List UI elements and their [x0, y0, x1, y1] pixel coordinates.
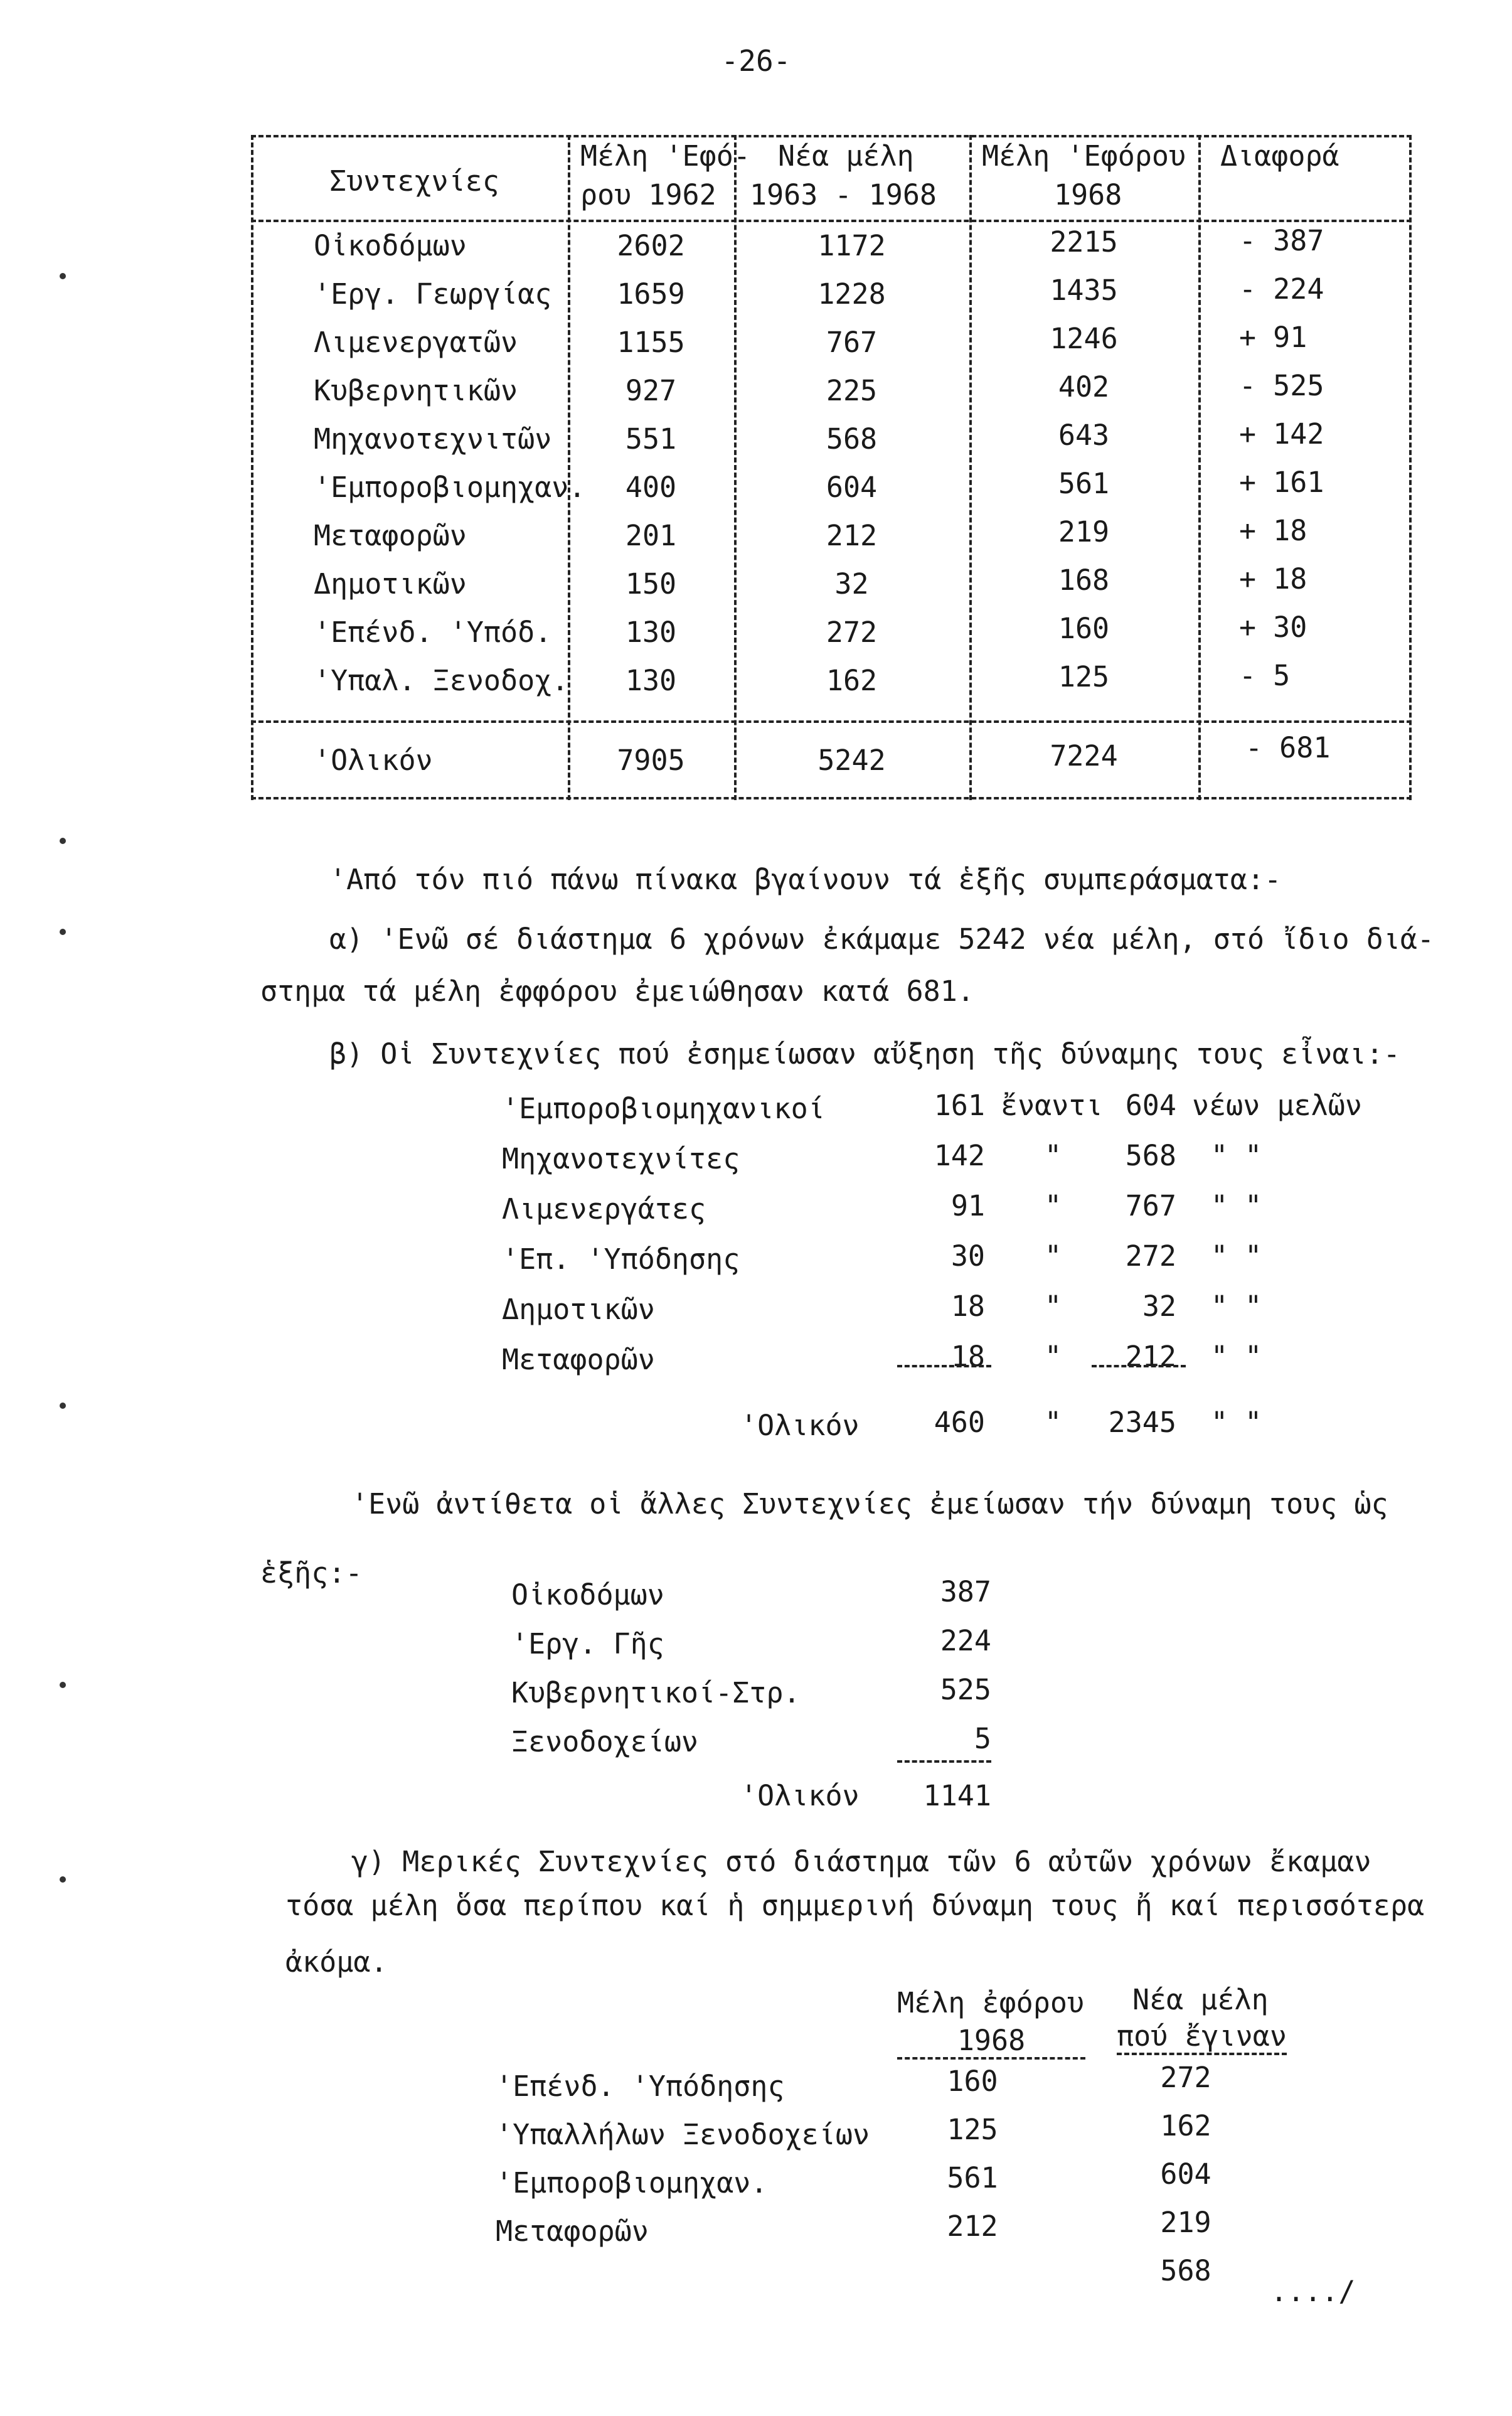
table-row-new-members: 604: [826, 471, 878, 504]
table-row-name: 'Υπαλ. Ξενοδοχ.: [314, 664, 569, 697]
final-row-new: 272: [1160, 2061, 1211, 2094]
table-right-border: [1409, 135, 1412, 800]
final-header-new-line1: Νέα μέλη: [1132, 1983, 1269, 2016]
decrease-row-value: 224: [940, 1624, 991, 1657]
table-row-name: Μηχανοτεχνιτῶν: [314, 422, 552, 456]
table-row-members-1962: 130: [625, 664, 677, 697]
increase-row-word: ": [1045, 1290, 1062, 1323]
increase-row-suffix: " ": [1211, 1189, 1262, 1222]
table-row-members-1968: 561: [1058, 467, 1110, 500]
continuation-mark: ..../: [1270, 2275, 1356, 2308]
decrease-total-value: 1141: [923, 1779, 991, 1812]
final-row-new: 568: [1160, 2254, 1211, 2287]
paragraph-a-line2: στημα τά μέλη ἐφφόρου ἐμειώθησαν κατά 681.: [260, 975, 974, 1008]
final-row-members: 561: [947, 2161, 998, 2194]
table-total-divider: [251, 720, 1412, 723]
decrease-row-name: Οἰκοδόμων: [511, 1578, 664, 1612]
increase-row-new: 604: [1125, 1089, 1176, 1122]
paragraph-b: β) Οἱ Συντεχνίες πού ἐσημείωσαν αὔξηση τῆς δύναμης τους εἶναι:-: [329, 1037, 1400, 1071]
table-row-members-1962: 551: [625, 422, 677, 456]
increase-row-suffix: " ": [1211, 1340, 1262, 1373]
increase-row-word: ἔναντι: [1001, 1089, 1103, 1122]
table-row-members-1968: 2215: [1050, 225, 1118, 259]
final-row-new: 162: [1160, 2109, 1211, 2142]
table-row-new-members: 272: [826, 616, 878, 649]
table-top-border: [251, 135, 1412, 137]
increase-total-suffix: " ": [1211, 1406, 1262, 1439]
increase-row-word: ": [1045, 1239, 1062, 1273]
table-row-members-1968: 168: [1058, 564, 1110, 597]
table-row-members-1968: 1246: [1050, 322, 1118, 355]
table-row-name: 'Εμποροβιομηχαν.: [314, 471, 586, 504]
scan-speck: [60, 1682, 66, 1688]
table-row-members-1968: 125: [1058, 660, 1110, 693]
increase-sum-underline-gain: [897, 1365, 991, 1367]
increase-row-gain: 18: [950, 1290, 985, 1323]
column-divider-4: [1198, 135, 1201, 800]
table-row-members-1968: 643: [1058, 419, 1110, 452]
increase-row-suffix: νέων μελῶν: [1192, 1089, 1362, 1122]
table-row-name: Κυβερνητικῶν: [314, 374, 518, 407]
increase-row-name: Λιμενεργάτες: [502, 1192, 706, 1226]
increase-row-word: ": [1045, 1139, 1062, 1172]
final-row-name: Μεταφορῶν: [496, 2215, 649, 2248]
table-row-difference: - 387: [1239, 224, 1324, 257]
paragraph-c-line3: ἀκόμα.: [285, 1945, 388, 1979]
table-bottom-border: [251, 797, 1412, 799]
paragraph-c-line2: τόσα μέλη ὅσα περίπου καί ἡ σημμερινή δύναμη τους ἤ καί περισσότερα: [285, 1889, 1425, 1922]
decrease-total-label: 'Ολικόν: [740, 1779, 860, 1812]
total-members-1962: 7905: [617, 744, 685, 777]
decrease-intro-line1: 'Ενῶ ἀντίθετα οἱ ἄλλες Συντεχνίες ἐμείωσαν τήν δύναμη τους ὡς: [351, 1487, 1388, 1521]
table-row-difference: - 224: [1239, 272, 1324, 306]
header-members-1962-line1: Μέλη 'Εφό-: [580, 139, 750, 173]
table-row-members-1962: 400: [625, 471, 677, 504]
table-row-members-1962: 1155: [617, 326, 685, 359]
increase-total-gain: 460: [934, 1406, 985, 1439]
final-header-members-line2: 1968: [897, 2024, 1085, 2060]
header-new-members-line2: 1963 - 1968: [750, 178, 937, 211]
paragraph-a-line1: α) 'Ενῶ σέ διάστημα 6 χρόνων ἐκάμαμε 5242 νέα μέλη, στό ἴδιο διά-: [329, 922, 1434, 956]
table-row-difference: + 18: [1239, 562, 1307, 596]
scan-speck: [60, 838, 66, 844]
increase-sum-underline-new: [1092, 1365, 1186, 1367]
increase-total-word: ": [1045, 1406, 1062, 1439]
paragraph-c-line1: γ) Μερικές Συντεχνίες στό διάστημα τῶν 6 αὐτῶν χρόνων ἔκαμαν: [351, 1845, 1371, 1878]
increase-row-gain: 30: [950, 1239, 985, 1273]
increase-row-word: ": [1045, 1189, 1062, 1222]
final-row-name: 'Υπαλλήλων Ξενοδοχείων: [496, 2118, 870, 2151]
header-members-1968-line2: 1968: [1054, 178, 1122, 211]
table-row-difference: - 5: [1239, 659, 1291, 692]
table-row-members-1962: 927: [625, 374, 677, 407]
table-row-name: Οἰκοδόμων: [314, 229, 467, 262]
table-row-difference: + 30: [1239, 611, 1307, 644]
decrease-row-value: 387: [940, 1575, 991, 1608]
final-row-members: 125: [947, 2113, 998, 2146]
decrease-row-name: 'Εργ. Γῆς: [511, 1627, 664, 1660]
increase-row-gain: 161: [934, 1089, 985, 1122]
decrease-intro-line2: ἑξῆς:-: [260, 1556, 363, 1590]
increase-row-name: 'Εμποροβιομηχανικοί: [502, 1092, 825, 1125]
increase-row-name: Δημοτικῶν: [502, 1293, 655, 1326]
increase-row-new: 32: [1142, 1290, 1176, 1323]
table-row-members-1968: 160: [1058, 612, 1110, 645]
increase-total-new: 2345: [1108, 1406, 1176, 1439]
header-members-1968-line1: Μέλη 'Εφόρου: [982, 139, 1186, 173]
increase-row-new: 767: [1125, 1189, 1176, 1222]
increase-row-new: 212: [1125, 1340, 1176, 1373]
increase-row-new: 272: [1125, 1239, 1176, 1273]
table-row-difference: + 18: [1239, 514, 1307, 547]
scan-speck: [60, 929, 66, 935]
increase-row-new: 568: [1125, 1139, 1176, 1172]
scan-speck: [60, 273, 66, 279]
final-header-members-line1: Μέλη ἐφόρου: [897, 1986, 1085, 2019]
table-row-difference: + 142: [1239, 417, 1324, 451]
table-row-members-1968: 1435: [1050, 274, 1118, 307]
table-row-members-1962: 130: [625, 616, 677, 649]
total-new-members: 5242: [817, 744, 886, 777]
header-members-1962-line2: ρου 1962: [580, 178, 716, 211]
table-row-new-members: 32: [834, 567, 869, 601]
table-row-members-1962: 1659: [617, 277, 685, 311]
header-difference: Διαφορά: [1220, 139, 1339, 173]
table-row-name: 'Εργ. Γεωργίας: [314, 277, 552, 311]
decrease-row-name: Ξενοδοχείων: [511, 1725, 699, 1758]
table-row-difference: - 525: [1239, 369, 1324, 402]
table-row-name: Μεταφορῶν: [314, 519, 467, 552]
table-row-difference: + 161: [1239, 466, 1324, 499]
increase-row-name: 'Επ. 'Υπόδησης: [502, 1243, 740, 1276]
conclusions-intro: 'Από τόν πιό πάνω πίνακα βγαίνουν τά ἑξῆς συμπεράσματα:-: [329, 863, 1282, 896]
page-number: -26-: [721, 44, 791, 78]
total-difference: - 681: [1245, 731, 1331, 764]
table-row-members-1962: 150: [625, 567, 677, 601]
final-row-name: 'Επένδ. 'Υπόδησης: [496, 2070, 785, 2103]
increase-row-name: Μηχανοτεχνίτες: [502, 1142, 740, 1175]
increase-row-gain: 18: [950, 1340, 985, 1373]
increase-row-gain: 142: [934, 1139, 985, 1172]
decrease-sum-underline: [897, 1760, 991, 1763]
increase-row-suffix: " ": [1211, 1290, 1262, 1323]
final-row-name: 'Εμποροβιομηχαν.: [496, 2166, 768, 2200]
total-label: 'Ολικόν: [314, 744, 433, 777]
increase-row-name: Μεταφορῶν: [502, 1343, 655, 1376]
table-row-members-1962: 201: [625, 519, 677, 552]
header-unions: Συντεχνίες: [329, 164, 499, 198]
table-header-divider: [251, 220, 1412, 222]
table-row-new-members: 1172: [817, 229, 886, 262]
final-row-members: 160: [947, 2065, 998, 2098]
table-row-members-1968: 219: [1058, 515, 1110, 548]
decrease-row-name: Κυβερνητικοί-Στρ.: [511, 1676, 801, 1709]
increase-total-label: 'Ολικόν: [740, 1409, 860, 1442]
final-row-new: 604: [1160, 2157, 1211, 2191]
table-row-name: Δημοτικῶν: [314, 567, 467, 601]
increase-row-word: ": [1045, 1340, 1062, 1373]
decrease-row-value: 525: [940, 1673, 991, 1706]
increase-row-gain: 91: [950, 1189, 985, 1222]
table-row-name: 'Επένδ. 'Υπόδ.: [314, 616, 552, 649]
table-row-name: Λιμενεργατῶν: [314, 326, 518, 359]
table-row-new-members: 162: [826, 664, 878, 697]
increase-row-suffix: " ": [1211, 1139, 1262, 1172]
final-row-new: 219: [1160, 2206, 1211, 2239]
table-row-new-members: 1228: [817, 277, 886, 311]
total-members-1968: 7224: [1050, 739, 1118, 772]
increase-row-suffix: " ": [1211, 1239, 1262, 1273]
table-row-new-members: 212: [826, 519, 878, 552]
table-row-members-1968: 402: [1058, 370, 1110, 404]
table-row-new-members: 225: [826, 374, 878, 407]
scan-speck: [60, 1876, 66, 1883]
final-header-new-line2: πού ἔγιναν: [1117, 2019, 1287, 2055]
final-row-members: 212: [947, 2210, 998, 2243]
table-row-difference: + 91: [1239, 321, 1307, 354]
decrease-row-value: 5: [974, 1722, 991, 1755]
table-row-members-1962: 2602: [617, 229, 685, 262]
table-row-new-members: 568: [826, 422, 878, 456]
table-row-new-members: 767: [826, 326, 878, 359]
table-left-border: [251, 135, 253, 800]
header-new-members-line1: Νέα μέλη: [778, 139, 914, 173]
scan-speck: [60, 1403, 66, 1409]
